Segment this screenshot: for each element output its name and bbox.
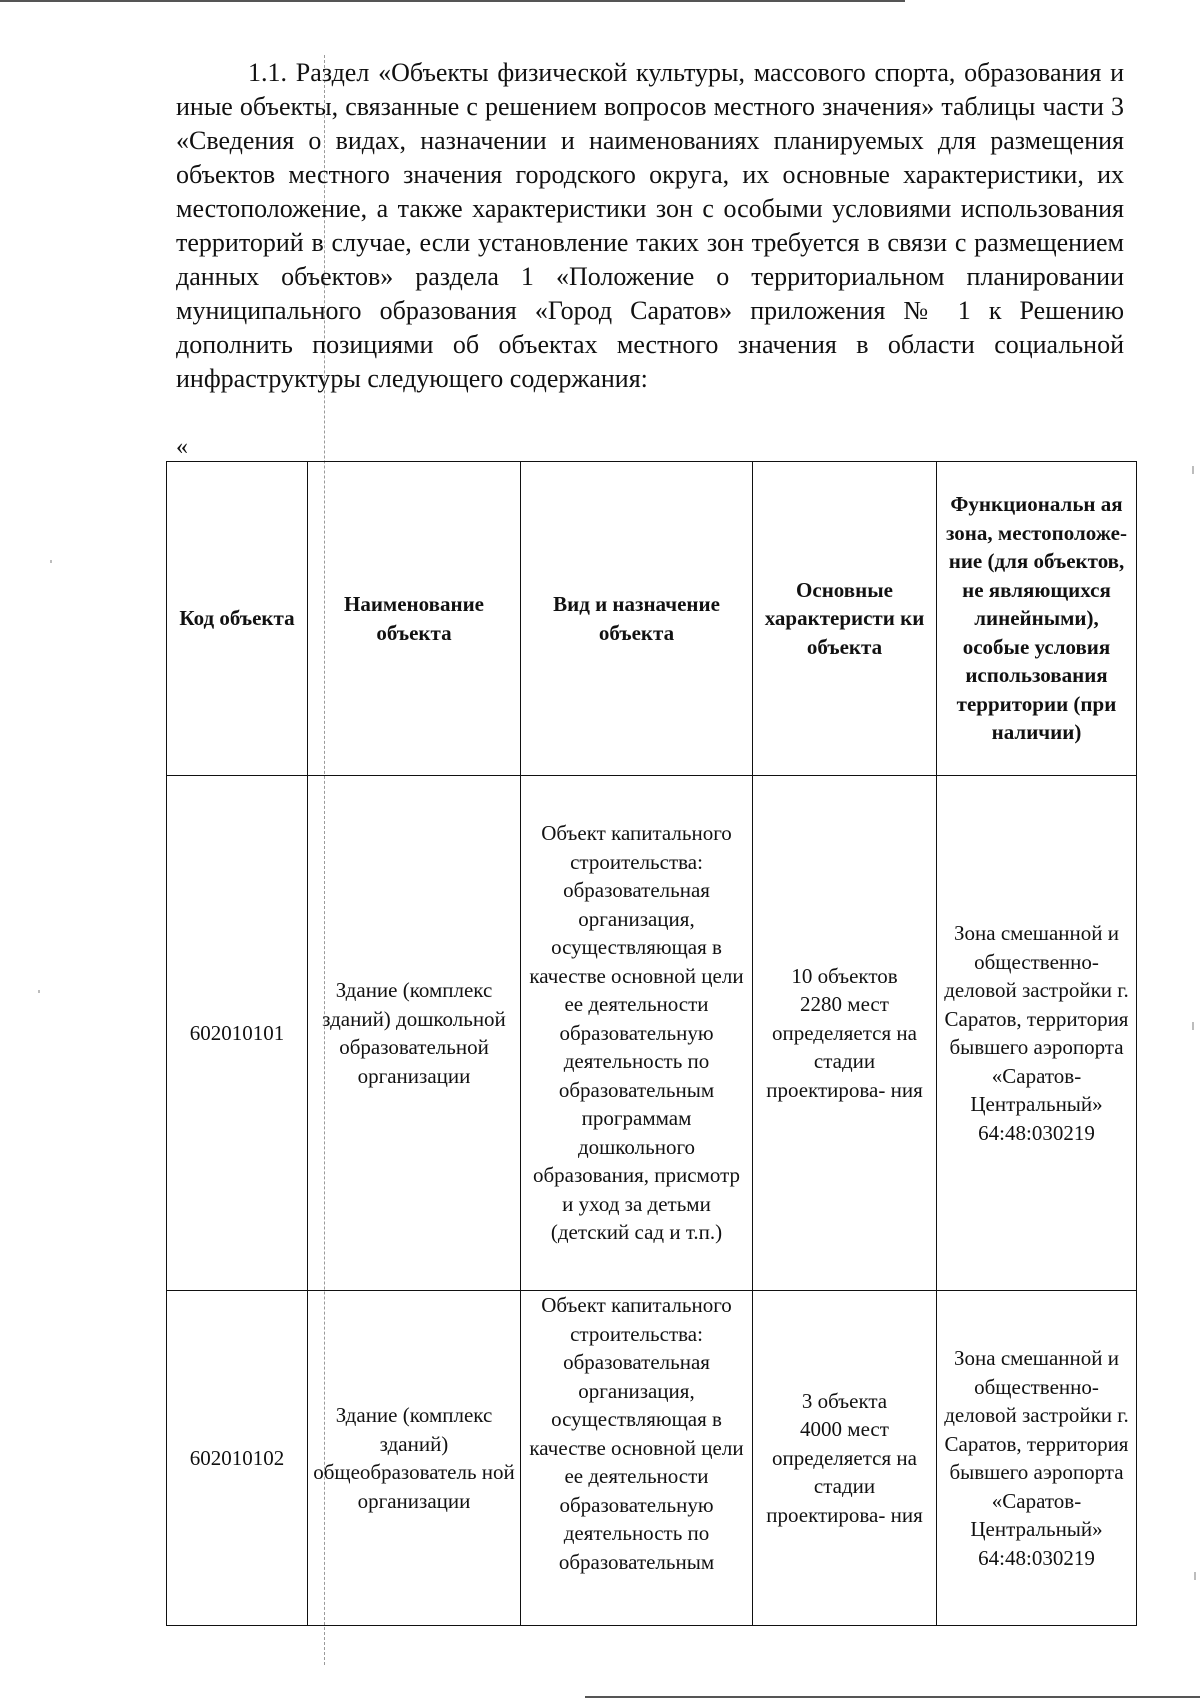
scan-speck	[1192, 466, 1194, 474]
header-characteristics: Основные характеристи ки объекта	[753, 462, 937, 776]
scan-top-edge	[0, 0, 905, 2]
cell-purpose: Объект капитального строительства: образовательная организация, осуществляющая в качестве основной цели ее деятельности образовательную деятельность по образовательным	[521, 1291, 753, 1626]
scan-speck	[1194, 1572, 1196, 1580]
cell-purpose: Объект капитального строительства: образовательная организация, осуществляющая в качестве основной цели ее деятельности образовательную деятельность по образовательным программам дошкольного образования, присмотр и уход за детьми (детский сад и т.п.)	[521, 776, 753, 1291]
table-open-quote: «	[176, 434, 188, 460]
cell-name: Здание (комплекс зданий) общеобразователь ной организации	[308, 1291, 521, 1626]
cell-code: 602010102	[167, 1291, 308, 1626]
characteristics-capacity: 2280 мест	[800, 992, 889, 1017]
objects-table	[166, 461, 1137, 1626]
cell-characteristics	[753, 776, 937, 1291]
characteristics-capacity: 4000 мест	[800, 1417, 889, 1442]
cell-characteristics	[753, 1291, 937, 1626]
scan-speck	[50, 560, 52, 563]
header-purpose: Вид и назначение объекта	[521, 462, 753, 776]
header-code: Код объекта	[167, 462, 308, 776]
characteristics-count: 3 объекта	[801, 1388, 888, 1413]
scan-speck	[1192, 1022, 1194, 1030]
header-name: Наименование объекта	[308, 462, 521, 776]
cell-zone: Зона смешанной и общественно- деловой застройки г. Саратов, территория бывшего аэропорта «Саратов- Центральный» 64:48:030219	[937, 776, 1137, 1291]
scan-speck	[38, 990, 40, 993]
cell-code: 602010101	[167, 776, 308, 1291]
characteristics-note: определяется на стадии проектирова- ния	[766, 1020, 923, 1102]
table-row	[167, 776, 1137, 1291]
table-row	[167, 1291, 1137, 1626]
cell-zone: Зона смешанной и общественно- деловой застройки г. Саратов, территория бывшего аэропорта «Саратов- Центральный» 64:48:030219	[937, 1291, 1137, 1626]
characteristics-note: определяется на стадии проектирова- ния	[766, 1445, 923, 1527]
scan-bottom-edge	[585, 1696, 1200, 1698]
table-header-row	[167, 462, 1137, 776]
cell-name: Здание (комплекс зданий) дошкольной образовательной организации	[308, 776, 521, 1291]
characteristics-count: 10 объектов	[791, 963, 898, 988]
intro-paragraph: 1.1. Раздел «Объекты физической культуры, массового спорта, образования и иные объекты, связанные с решением вопросов местного значения» таблицы части 3 «Сведения о видах, назначении и наименованиях планируемых для размещения объектов местного значения городского округа, их основные характеристики, их местоположение, а также характеристики зон с особыми условиями использования территорий в случае, если установление таких зон требуется в связи с размещением данных объектов» раздела 1 «Положение о территориальном планировании муниципального образования «Город Саратов» приложения № 1 к Решению дополнить позициями об объектах местного значения в области социальной инфраструктуры следующего содержания:	[176, 58, 1124, 393]
header-zone: Функциональн ая зона, местоположе- ние (для объектов, не являющихся линейными), особые условия использования территории (при наличии)	[937, 462, 1137, 776]
